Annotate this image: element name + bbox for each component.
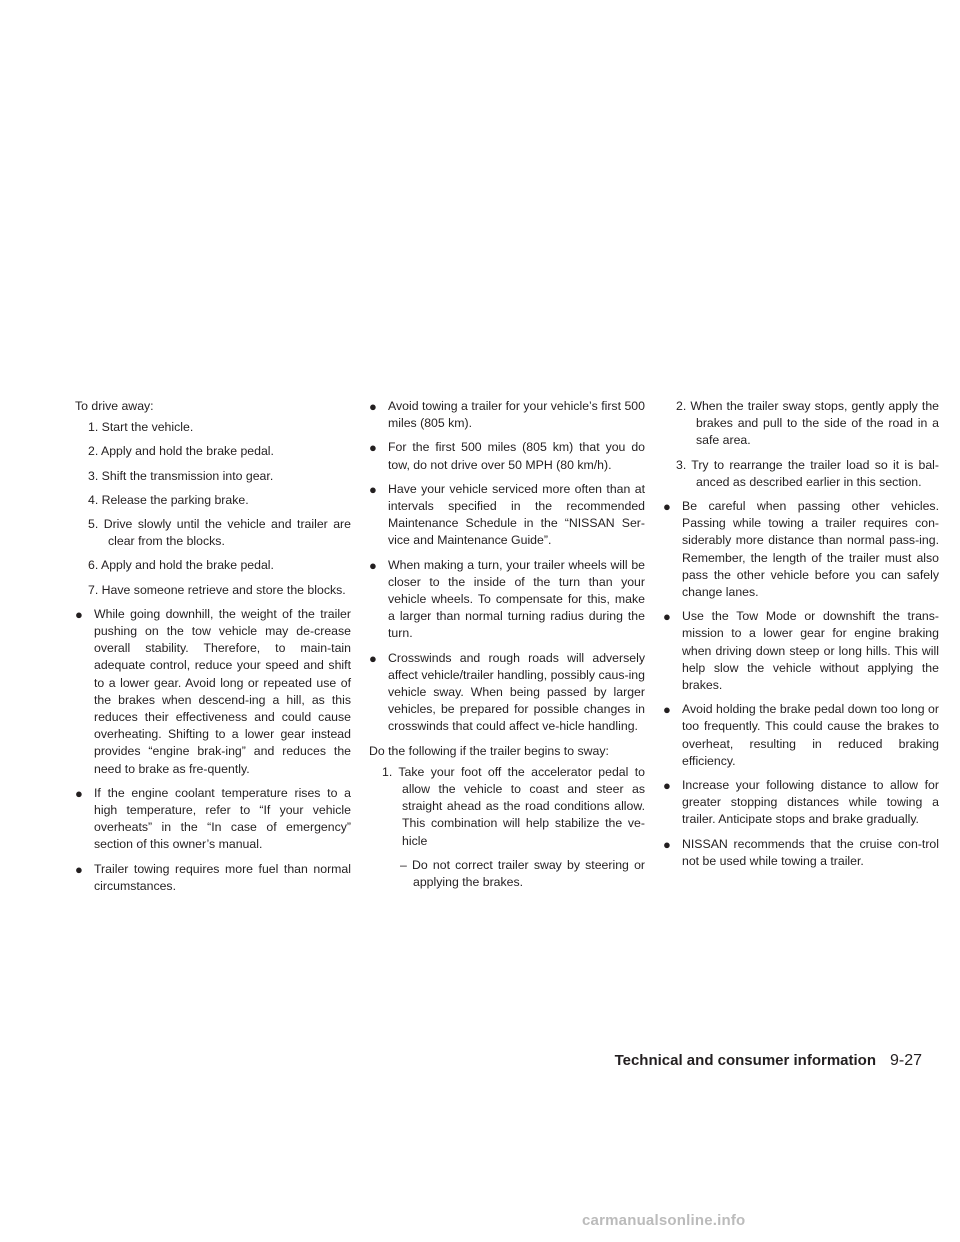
drive-away-heading: To drive away: <box>75 399 154 413</box>
step-3: 3. Shift the transmission into gear. <box>88 468 274 483</box>
sway-dash-item: – Do not correct trailer sway by steering or applying the brakes. <box>400 857 645 890</box>
bullet-icon: ● <box>663 499 671 515</box>
bullet-text: If the engine coolant temperature rises to a high temperature, refer to “If your vehicle overheats” in the “In case of emergency” section of this owner’s manual. <box>94 785 351 852</box>
bullet-text: For the first 500 miles (805 km) that you do tow, do not drive over 50 MPH (80 km/h). <box>388 440 645 472</box>
bullet-item <box>369 398 645 432</box>
bullet-text: Crosswinds and rough roads will adversely affect vehicle/trailer handling, possibly caus-ing vehicle sway. When being passed by larger vehicles, be prepared for possible changes in crosswinds that could affect ve-hicle handling. <box>388 650 645 734</box>
bullet-icon: ● <box>663 778 671 794</box>
bullet-item <box>369 650 645 736</box>
bullet-item <box>663 836 939 870</box>
bullet-text: When making a turn, your trailer wheels will be closer to the inside of the turn than your vehicle wheels. To compensate for this, make a larger than normal turning radius during the turn. <box>388 557 645 641</box>
section-title: Technical and consumer information <box>614 1052 876 1069</box>
bullet-item <box>663 608 939 694</box>
bullet-text: Be careful when passing other vehicles. Passing while towing a trailer requires con-siderably more distance than normal pass-ing. Remember, the length of the trailer must also pass the other vehicle before you can safely change lanes. <box>682 499 939 600</box>
page-footer <box>0 1052 960 1082</box>
bullet-icon: ● <box>663 609 671 625</box>
bullet-item <box>369 557 645 643</box>
bullet-item <box>75 861 351 895</box>
bullet-text: Trailer towing requires more fuel than normal circumstances. <box>94 861 351 893</box>
bullet-item <box>663 777 939 829</box>
bullet-item <box>663 701 939 770</box>
step-6: 6. Apply and hold the brake pedal. <box>88 558 274 573</box>
step-1: 1. Start the vehicle. <box>88 420 194 435</box>
sway-step-3: 3. Try to rearrange the trailer load so it is bal-anced as described earlier in this section. <box>676 457 939 489</box>
bullet-icon: ● <box>75 606 83 622</box>
sway-heading: Do the following if the trailer begins to sway: <box>369 743 609 758</box>
step-5: 5. Drive slowly until the vehicle and trailer are clear from the blocks. <box>88 517 351 549</box>
step-4: 4. Release the parking brake. <box>88 492 249 507</box>
bullet-text: Avoid holding the brake pedal down too long or too frequently. This could cause the brakes to overheat, resulting in reduced braking efficiency. <box>682 702 939 768</box>
bullet-icon: ● <box>663 836 671 852</box>
bullet-text: Have your vehicle serviced more often than at intervals specified in the recommended Maintenance Schedule in the “NISSAN Ser-vice and Maintenance Guide”. <box>388 481 645 548</box>
bullet-item <box>369 481 645 550</box>
bullet-text: While going downhill, the weight of the trailer pushing on the tow vehicle may de-crease overall stability. Therefore, to main-tain adequate control, reduce your speed and shift to a lower gear. Avoid long or repeated use of the brakes when descend-ing a hill, as this reduces their effectiveness and could cause overheating. Shifting to a lower gear instead provides “engine brak-ing” and reduces the need to brake as fre-quently. <box>94 606 351 776</box>
bullet-icon: ● <box>369 650 377 666</box>
sway-step-2: 2. When the trailer sway stops, gently apply the brakes and pull to the side of the road in a safe area. <box>676 399 939 448</box>
sway-step-1: 1. Take your foot off the accelerator pedal to allow the vehicle to coast and steer as straight ahead as the road conditions allow. This combination will help stabilize the ve-hicle <box>382 764 645 848</box>
bullet-item <box>369 439 645 473</box>
watermark: carmanualsonline.info <box>582 1212 746 1229</box>
bullet-text: NISSAN recommends that the cruise con-trol not be used while towing a trailer. <box>682 836 939 868</box>
bullet-icon: ● <box>369 557 377 573</box>
column-2 <box>369 398 645 898</box>
page-number: 9-27 <box>890 1052 923 1069</box>
bullet-icon: ● <box>369 481 377 497</box>
bullet-text: Avoid towing a trailer for your vehicle’s first 500 miles (805 km). <box>388 399 645 431</box>
bullet-icon: ● <box>663 702 671 718</box>
bullet-text: Use the Tow Mode or downshift the trans-mission to a lower gear for engine braking when driving down steep or long hills. This will help slow the vehicle without applying the brakes. <box>682 609 939 693</box>
bullet-icon: ● <box>75 785 83 801</box>
bullet-icon: ● <box>75 861 83 877</box>
step-7: 7. Have someone retrieve and store the blocks. <box>88 582 346 597</box>
bullet-item <box>75 785 351 854</box>
column-3 <box>663 398 939 877</box>
bullet-item <box>75 606 351 778</box>
bullet-icon: ● <box>369 440 377 456</box>
bullet-text: Increase your following distance to allow for greater stopping distances while towing a trailer. Anticipate stops and brake gradually. <box>682 778 939 827</box>
column-1 <box>75 398 351 902</box>
bullet-item <box>663 498 939 601</box>
bullet-icon: ● <box>369 399 377 414</box>
step-2: 2. Apply and hold the brake pedal. <box>88 444 274 459</box>
